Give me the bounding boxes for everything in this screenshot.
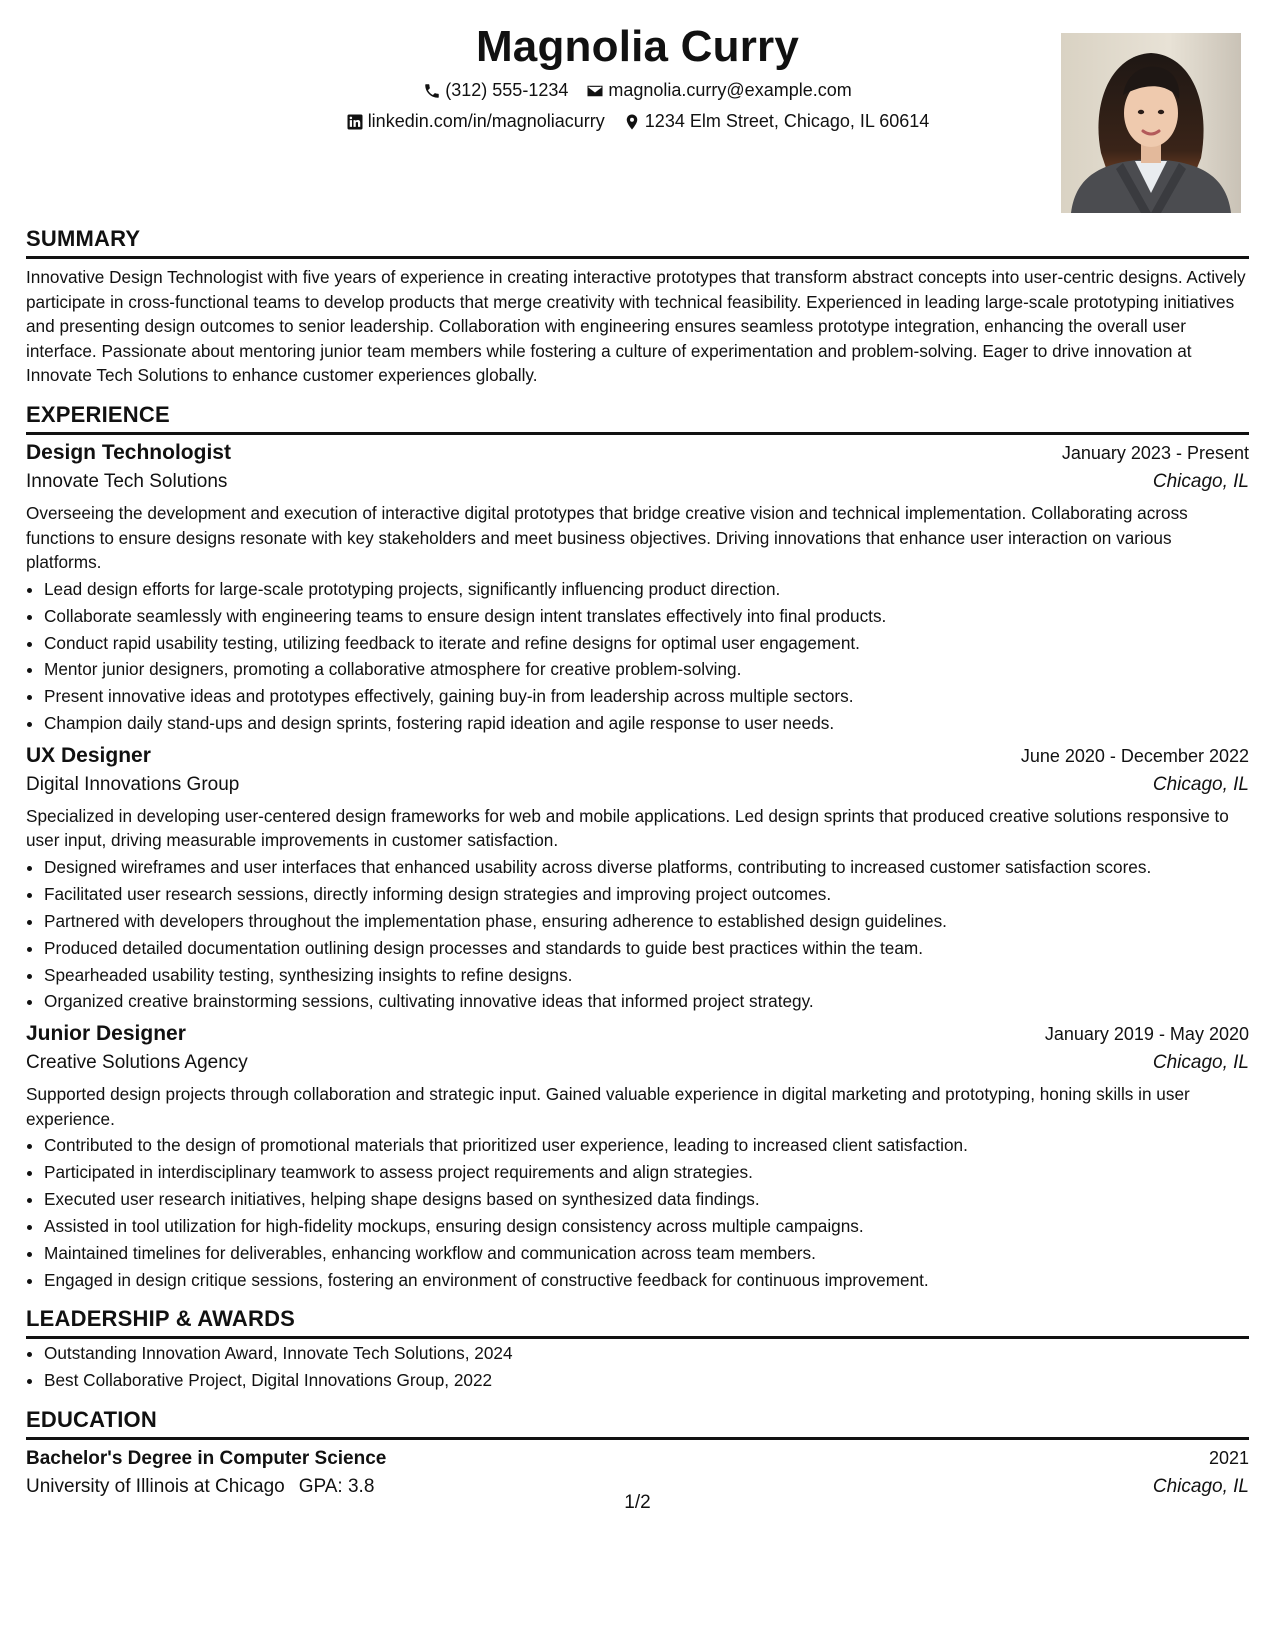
job-dates: January 2019 - May 2020 bbox=[1044, 1024, 1249, 1045]
job-bullet: • Spearheaded usability testing, synthesizing insights to refine designs. bbox=[44, 963, 1249, 988]
award-item: • Best Collaborative Project, Digital Innovations Group, 2022 bbox=[44, 1368, 1249, 1393]
degree-name: Bachelor's Degree in Computer Science bbox=[26, 1447, 387, 1469]
map-pin-icon bbox=[623, 113, 641, 131]
awards-list bbox=[26, 1341, 1249, 1392]
job-bullet: • Contributed to the design of promotional materials that prioritized user experience, leading to increased client satisfaction. bbox=[44, 1133, 1249, 1158]
job-description: Supported design projects through collaboration and strategic input. Gained valuable experience in digital marketing and prototyping, honing skills in user experience. bbox=[26, 1084, 1190, 1129]
linkedin-contact[interactable] bbox=[346, 111, 605, 132]
job-bullet: • Champion daily stand-ups and design sprints, fostering rapid ideation and agile response to user needs. bbox=[44, 711, 1249, 736]
job-bullet: • Facilitated user research sessions, directly informing design strategies and improving project outcomes. bbox=[44, 882, 1249, 907]
email-contact[interactable] bbox=[586, 80, 851, 101]
awards-heading: LEADERSHIP & AWARDS bbox=[26, 1306, 1249, 1339]
job-bullet: • Organized creative brainstorming sessions, cultivating innovative ideas that informed project strategy. bbox=[44, 989, 1249, 1014]
job-entry bbox=[26, 1022, 1249, 1292]
page-number: 1/2 bbox=[624, 1492, 651, 1513]
job-bullet: • Present innovative ideas and prototypes effectively, gaining buy-in from leadership across multiple sectors. bbox=[44, 684, 1249, 709]
job-bullet: • Conduct rapid usability testing, utilizing feedback to iterate and refine designs for optimal user engagement. bbox=[44, 631, 1249, 656]
gpa: GPA: 3.8 bbox=[298, 1475, 375, 1497]
job-bullet: • Executed user research initiatives, helping shape designs based on synthesized data findings. bbox=[44, 1187, 1249, 1212]
summary-heading: SUMMARY bbox=[26, 226, 1249, 259]
job-bullet: • Produced detailed documentation outlining design processes and standards to guide best practices within the team. bbox=[44, 936, 1249, 961]
job-bullet: • Assisted in tool utilization for high-fidelity mockups, ensuring design consistency across multiple campaigns. bbox=[44, 1214, 1249, 1239]
job-bullet: • Participated in interdisciplinary teamwork to assess project requirements and align strategies. bbox=[44, 1160, 1249, 1185]
experience-heading: EXPERIENCE bbox=[26, 402, 1249, 435]
job-bullets bbox=[26, 577, 1249, 736]
job-company: Innovate Tech Solutions bbox=[26, 470, 228, 492]
job-title: UX Designer bbox=[26, 743, 151, 767]
job-location: Chicago, IL bbox=[1152, 1052, 1249, 1074]
job-bullet: • Lead design efforts for large-scale prototyping projects, significantly influencing product direction. bbox=[44, 577, 1249, 602]
resume-header bbox=[26, 0, 1249, 212]
job-description: Overseeing the development and execution of interactive digital prototypes that bridge creative vision and technical implementation. Collaborating across functions to ensure designs resonate with key stakeholders and meet business objectives. Driving innovations that enhance user interaction on various platforms. bbox=[26, 502, 1188, 573]
job-company: Creative Solutions Agency bbox=[26, 1052, 248, 1074]
job-location: Chicago, IL bbox=[1152, 773, 1249, 795]
job-title: Junior Designer bbox=[26, 1022, 186, 1046]
phone-icon bbox=[423, 82, 441, 100]
job-bullets bbox=[26, 1133, 1249, 1292]
street-address: 1234 Elm Street, Chicago, IL 60614 bbox=[644, 111, 930, 131]
education-heading: EDUCATION bbox=[26, 1407, 1249, 1440]
envelope-icon bbox=[586, 82, 604, 100]
profile-photo bbox=[1061, 33, 1241, 213]
linkedin-icon bbox=[346, 113, 364, 131]
address-contact bbox=[623, 111, 930, 132]
candidate-name: Magnolia Curry bbox=[475, 22, 800, 71]
job-bullet: • Engaged in design critique sessions, fostering an environment of constructive feedback for continuous improvement. bbox=[44, 1268, 1249, 1293]
job-bullet: • Partnered with developers throughout the implementation phase, ensuring adherence to established design guidelines. bbox=[44, 909, 1249, 934]
job-bullet: • Collaborate seamlessly with engineering teams to ensure design intent translates effectively into final products. bbox=[44, 604, 1249, 629]
email-address[interactable]: magnolia.curry@example.com bbox=[608, 80, 852, 100]
job-location: Chicago, IL bbox=[1152, 470, 1249, 492]
job-bullet: • Designed wireframes and user interfaces that enhanced usability across diverse platforms, contributing to increased customer satisfaction scores. bbox=[44, 855, 1249, 880]
education-section bbox=[26, 1407, 1249, 1498]
linkedin-url[interactable]: linkedin.com/in/magnoliacurry bbox=[367, 111, 605, 131]
award-item: • Outstanding Innovation Award, Innovate Tech Solutions, 2024 bbox=[44, 1341, 1249, 1366]
job-bullet: • Maintained timelines for deliverables, enhancing workflow and communication across team members. bbox=[44, 1241, 1249, 1266]
job-entry bbox=[26, 744, 1249, 1014]
job-bullet: • Mentor junior designers, promoting a collaborative atmosphere for creative problem-solving. bbox=[44, 657, 1249, 682]
job-entry bbox=[26, 441, 1249, 736]
awards-section bbox=[26, 1306, 1249, 1392]
job-dates: June 2020 - December 2022 bbox=[1020, 745, 1249, 766]
job-description: Specialized in developing user-centered design frameworks for web and mobile applications. Led design sprints that produced creative solutions responsive to user input, driving measurable improvements in customer satisfaction. bbox=[26, 805, 1229, 851]
job-title: Design Technologist bbox=[26, 440, 231, 464]
job-company: Digital Innovations Group bbox=[26, 773, 240, 795]
experience-section bbox=[26, 402, 1249, 1292]
phone-contact bbox=[423, 80, 568, 101]
phone-number: (312) 555-1234 bbox=[445, 80, 569, 100]
school-name: University of Illinois at Chicago bbox=[26, 1475, 285, 1497]
job-bullets bbox=[26, 855, 1249, 1014]
graduation-year: 2021 bbox=[1208, 1447, 1249, 1468]
school-location: Chicago, IL bbox=[1152, 1475, 1249, 1497]
summary-text: Innovative Design Technologist with five years of experience in creating interactive prototypes that transform abstract concepts into user-centric designs. Actively participate in cross-functional teams to develop products that merge creativity with technical feasibility. Experienced in leading large-scale prototyping initiatives and presenting design outcomes to senior leadership. Collaboration with engineering ensures seamless prototype integration, enhancing the overall user interface. Passionate about mentoring junior team members while fostering a culture of experimentation and problem-solving. Eager to drive innovation at Innovate Tech Solutions to enhance customer experiences globally. bbox=[26, 267, 1246, 386]
education-entry bbox=[26, 1448, 1249, 1498]
job-dates: January 2023 - Present bbox=[1061, 442, 1249, 463]
